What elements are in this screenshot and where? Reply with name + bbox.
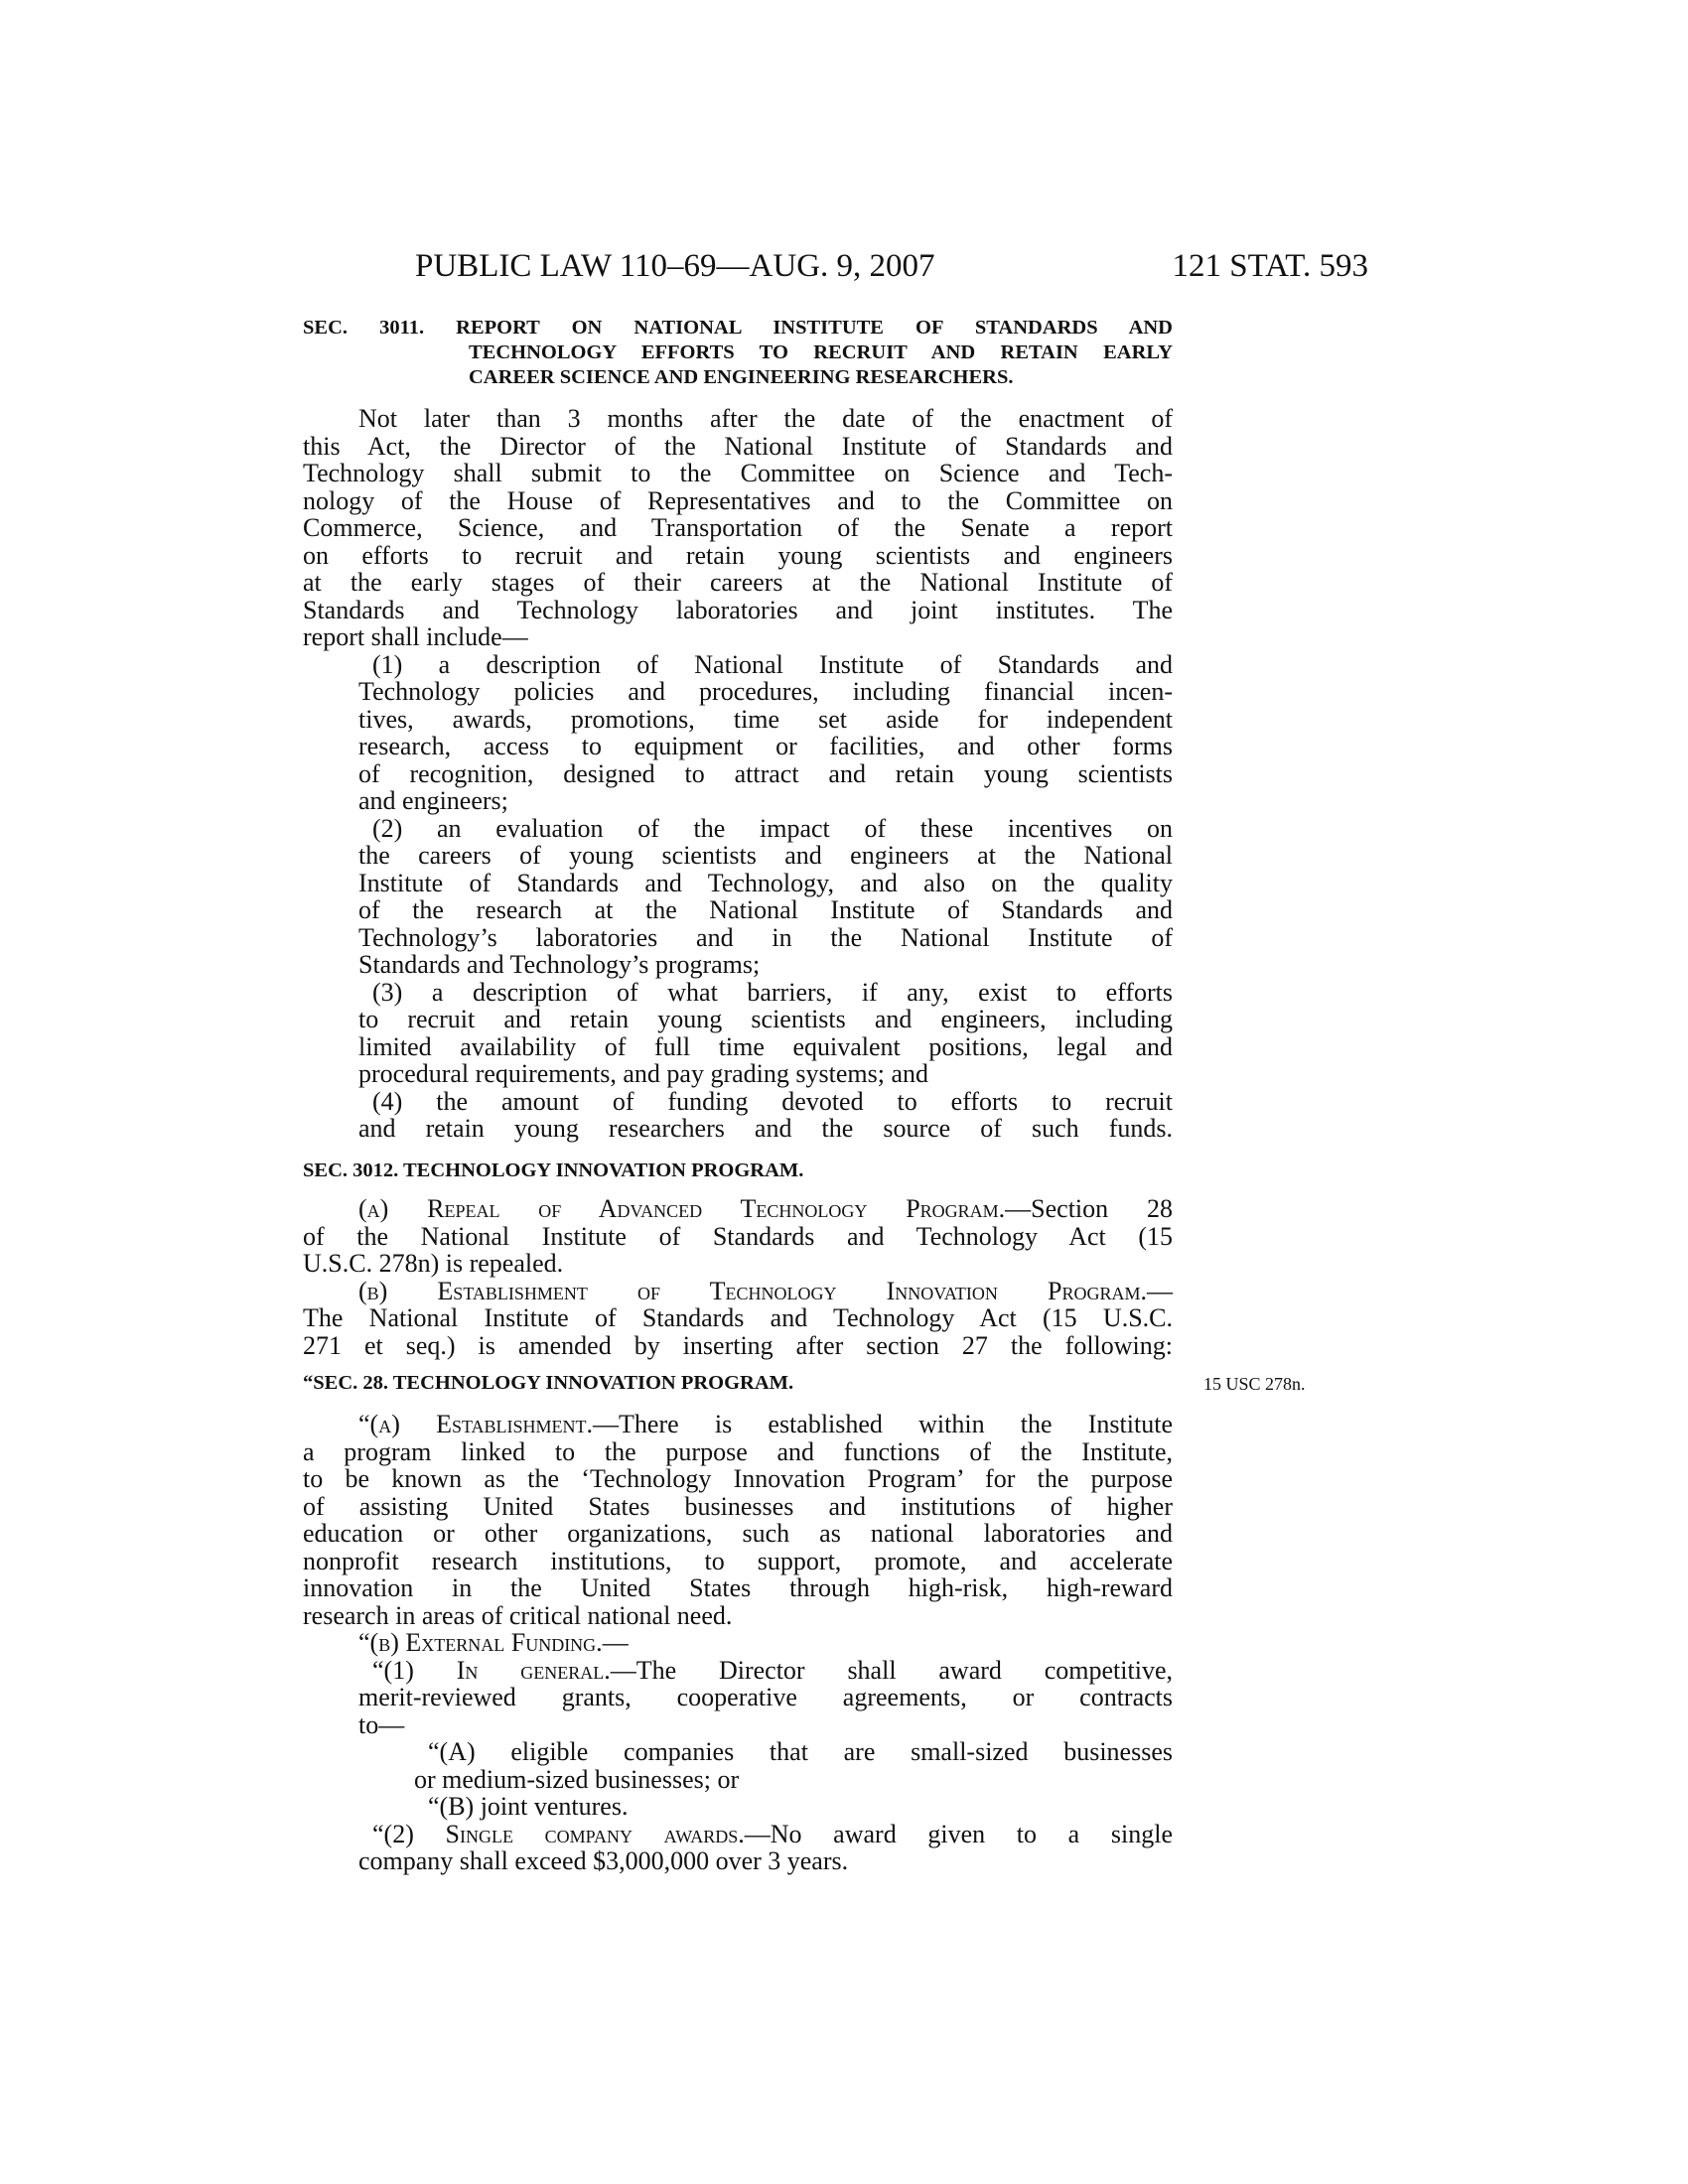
paragraph [303,1629,1173,1657]
text-line: of the research at the National Institute of Standards and [358,895,1173,924]
text-line: Standards and Technology’s programs; [358,950,761,979]
text-line: tives, awards, promotions, time set aside for independent [358,704,1173,734]
paragraph [303,1411,1173,1629]
text-line: (4) the amount of funding devoted to efforts to recruit [372,1086,1173,1116]
paragraph [303,1278,1173,1360]
page-citation: 121 STAT. 593 [1172,248,1368,284]
list-item [303,815,1173,979]
text-line: “(B) joint ventures. [428,1792,629,1821]
text-line: the careers of young scientists and engineers at the National [358,841,1173,870]
heading-text [303,316,1173,390]
line-text: — [1147,1276,1173,1305]
line-text: — [602,1628,629,1657]
text-line: or medium-sized businesses; or [414,1764,740,1794]
text-line: (1) a description of National Institute of Standards and [372,649,1173,679]
list-item [303,1738,1173,1793]
paragraph [303,1195,1173,1278]
text-line [303,1278,1173,1305]
line-text: —There is established within the Institute [593,1410,1173,1438]
text-line: “(A) eligible companies that are small-sized businesses [428,1737,1173,1766]
line-text: —No award given to a single [744,1819,1173,1848]
text-line: report shall include— [303,622,528,651]
section-3011-body [303,405,1173,1143]
subsection-caption: (b) Establishment of Technology Innovation Program. [358,1276,1147,1305]
text-line: of assisting United States businesses and institutions of higher [303,1491,1173,1521]
text-line: TECHNOLOGY EFFORTS TO RECRUIT AND RETAIN EARLY [469,341,1173,363]
list-item [303,1657,1173,1739]
text-line: Standards and Technology laboratories and joint institutes. The [303,595,1173,624]
list-item [303,1088,1173,1143]
subsection-caption: (a) Repeal of Advanced Technology Program. [358,1194,1006,1223]
text-line: to— [358,1709,405,1739]
paragraph [303,405,1173,651]
text-line: and engineers; [358,786,508,815]
text-line [303,1657,1173,1685]
text-line [303,1629,1173,1657]
text-line [303,1332,1173,1360]
line-text: and retain young researchers and the source of such funds. [358,1114,1173,1143]
text-line: merit-reviewed grants, cooperative agreements, or contracts [358,1683,1173,1711]
line-text: —The Director shall award competitive, [610,1655,1173,1685]
text-line: U.S.C. 278n) is repealed. [303,1249,564,1278]
section-28-body [303,1411,1173,1875]
text-line: on efforts to recruit and retain young scientists and engineers [303,540,1173,570]
text-line: nonprofit research institutions, to support, promote, and accelerate [303,1546,1173,1575]
text-line: Commerce, Science, and Transportation of the Senate a report [303,513,1173,542]
text-line: innovation in the United States through high-risk, high-reward [303,1573,1173,1602]
running-header-title: PUBLIC LAW 110–69—AUG. 9, 2007 [415,248,935,284]
text-line: SEC. 3012. TECHNOLOGY INNOVATION PROGRAM. [303,1160,804,1181]
text-line: education or other organizations, such as national laboratories and [303,1519,1173,1548]
text-line: nology of the House of Representatives and to the Committee on [303,485,1173,515]
section-3011-heading [303,316,1173,390]
text-line: of recognition, designed to attract and retain young scientists [358,758,1173,788]
text-line: (3) a description of what barriers, if any, exist to efforts [372,977,1173,1007]
subsection-caption: “(a) Establishment. [358,1410,594,1438]
text-line: SEC. 3011. REPORT ON NATIONAL INSTITUTE OF STANDARDS AND [303,317,1173,339]
section-28-heading [303,1371,1173,1396]
text-line: limited availability of full time equivalent positions, legal and [358,1031,1173,1061]
subsection-caption: “(b) External Funding. [358,1628,603,1657]
section-3012-body [303,1195,1173,1359]
text-line [303,1195,1173,1223]
text-line: (2) an evaluation of the impact of these incentives on [372,813,1173,843]
text-line: of the National Institute of Standards and Technology Act (15 [303,1221,1173,1251]
text-line: to recruit and retain young scientists and engineers, including [358,1005,1173,1033]
text-line: The National Institute of Standards and Technology Act (15 U.S.C. [303,1303,1173,1332]
subsection-caption: “(2) Single company awards. [372,1819,745,1848]
list-item [303,1821,1173,1875]
list-item [303,979,1173,1088]
text-line: at the early stages of their careers at the National Institute of [303,568,1173,597]
list-item [303,651,1173,815]
heading-text [303,1159,1173,1183]
heading-text [303,1371,1173,1396]
line-text: 271 et seq.) is amended by inserting after section 27 the following: [303,1330,1173,1360]
text-line: CAREER SCIENCE AND ENGINEERING RESEARCHERS. [469,366,1014,388]
text-line: Technology’s laboratories and in the National Institute of [358,922,1173,952]
text-line: procedural requirements, and pay grading systems; and [358,1059,928,1088]
text-line: a program linked to the purpose and functions of the Institute, [303,1436,1173,1466]
text-line [303,1115,1173,1143]
section-3012-heading [303,1159,1173,1183]
text-line: company shall exceed $3,000,000 over 3 years. [358,1846,849,1875]
text-line: research, access to equipment or facilities, and other forms [358,732,1173,760]
text-line: Technology policies and procedures, including financial incen- [358,677,1173,706]
subsection-caption: “(1) In general. [372,1655,611,1685]
text-line: “SEC. 28. TECHNOLOGY INNOVATION PROGRAM. [303,1372,794,1394]
text-line: research in areas of critical national need. [303,1600,733,1630]
text-line: Institute of Standards and Technology, and also on the quality [358,868,1173,897]
list-item [303,1793,1173,1821]
text-line [303,1411,1173,1438]
line-text: —Section 28 [1005,1194,1173,1223]
text-line: this Act, the Director of the National Institute of Standards and [303,431,1173,461]
text-line: to be known as the ‘Technology Innovation Program’ for the purpose [303,1464,1173,1493]
text-line: Technology shall submit to the Committee on Science and Tech- [303,459,1173,487]
text-line [303,1821,1173,1848]
text-line: Not later than 3 months after the date of the enactment of [358,404,1173,433]
margin-note: 15 USC 278n. [1203,1374,1306,1394]
